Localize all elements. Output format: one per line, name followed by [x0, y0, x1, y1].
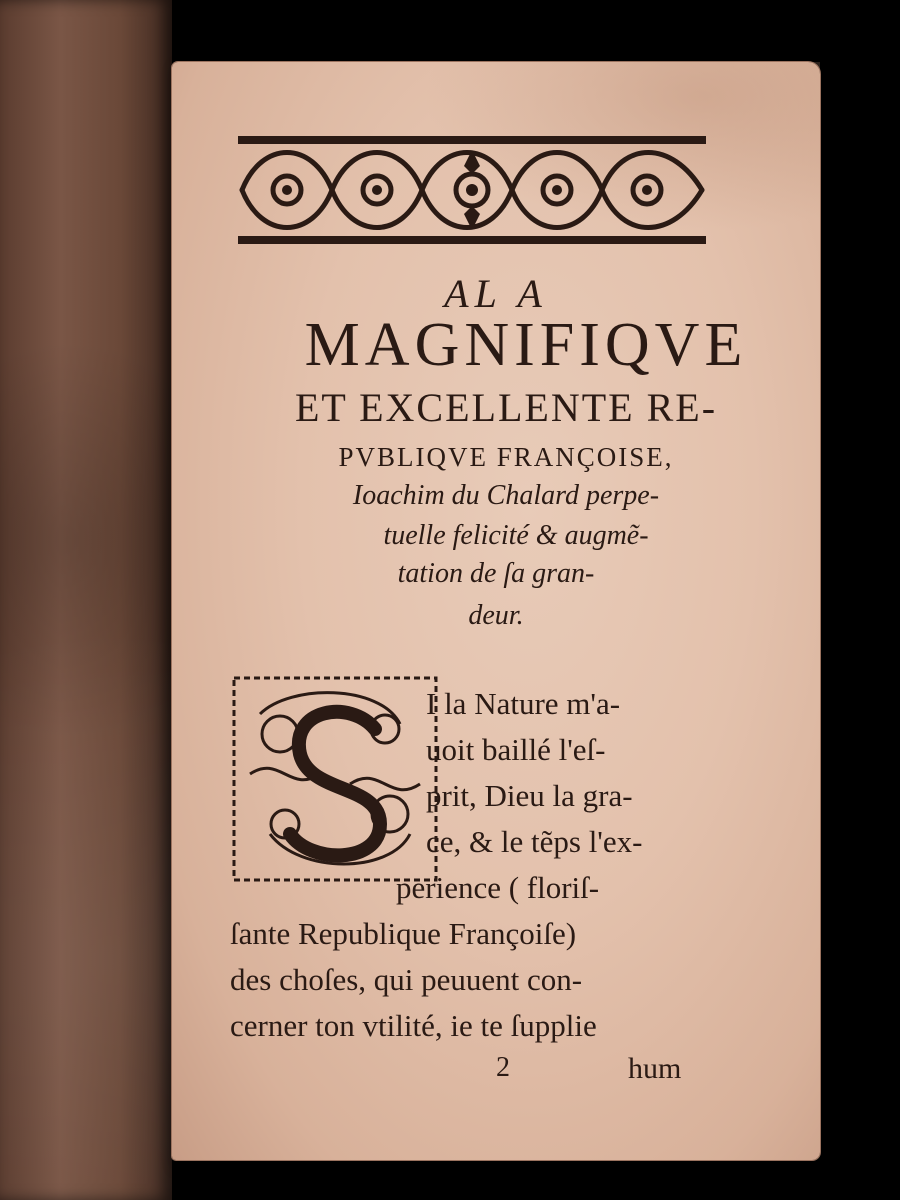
decorated-initial-s-icon — [230, 674, 440, 884]
book-spine — [0, 0, 172, 1200]
book-page — [172, 62, 820, 1160]
dedication-line-1: Ioachim du Chalard perpe- — [352, 480, 660, 511]
title-line-3: ET EXCELLENTE RE- — [294, 385, 718, 430]
body-line-5: perience ( floriſ- — [396, 870, 600, 905]
catchword: hum — [628, 1052, 682, 1085]
title-line-1: AL A — [444, 271, 548, 316]
dedication-line-3: tation de ſa gran- — [397, 558, 595, 589]
body-line-7: des choſes, qui peuuent con- — [230, 962, 583, 997]
body-line-8: cerner ton vtilité, ie te ſupplie — [230, 1008, 597, 1043]
body-line-6: ſante Republique Françoiſe) — [230, 916, 577, 951]
floral-headpiece-icon — [232, 130, 712, 250]
dedication-line-2: tuelle felicité & augmẽ- — [383, 520, 649, 551]
title-line-4: PVBLIQVE FRANÇOISE, — [338, 442, 674, 472]
dedication-line-4: deur. — [468, 600, 524, 631]
signature-mark: 2 — [496, 1052, 510, 1083]
title-line-2: MAGNIFIQVE — [304, 311, 748, 379]
body-line-1: I la Nature m'a- — [426, 686, 621, 721]
body-line-2: uoit baillé l'eſ- — [426, 732, 606, 767]
body-line-3: prit, Dieu la gra- — [426, 778, 633, 813]
body-line-4: ce, & le tẽps l'ex- — [426, 824, 643, 859]
